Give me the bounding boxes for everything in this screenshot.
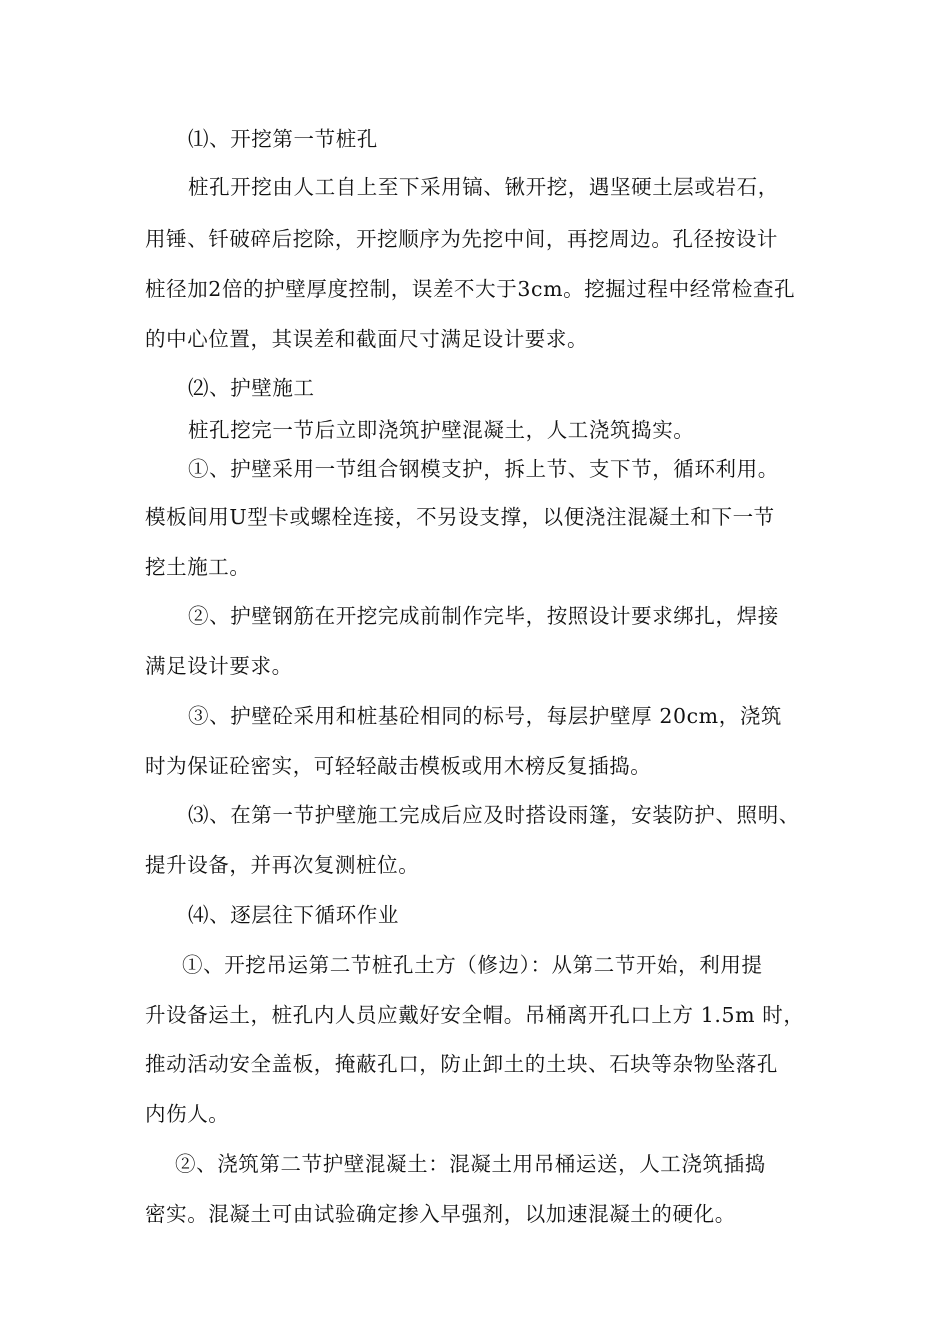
heading-excavate-first-section: ⑴、开挖第一节桩孔	[188, 127, 378, 151]
paragraph-line: 推动活动安全盖板，掩蔽孔口，防止卸土的土块、石块等杂物坠落孔	[145, 1052, 778, 1076]
heading-wall-construction: ⑵、护壁施工	[188, 376, 315, 400]
paragraph-line: 桩孔开挖由人工自上至下采用镐、锹开挖，遇坚硬土层或岩石，	[188, 175, 779, 199]
paragraph-line: 桩孔挖完一节后立即浇筑护壁混凝土，人工浇筑捣实。	[188, 418, 695, 442]
list-item-line: ①、开挖吊运第二节桩孔土方（修边）：从第二节开始，利用提	[182, 953, 763, 977]
heading-rain-shelter: ⑶、在第一节护壁施工完成后应及时搭设雨篷，安装防护、照明、	[188, 803, 800, 827]
list-item-line: ③、护壁砼采用和桩基砼相同的标号，每层护壁厚 20cm，浇筑	[188, 704, 783, 728]
paragraph-line: 模板间用U型卡或螺栓连接，不另设支撑，以便浇注混凝土和下一节	[145, 505, 775, 529]
paragraph-line: 的中心位置，其误差和截面尺寸满足设计要求。	[145, 327, 589, 351]
paragraph-line: 用锤、钎破碎后挖除，开挖顺序为先挖中间，再挖周边。孔径按设计	[145, 227, 778, 251]
list-item-line: ②、护壁钢筋在开挖完成前制作完毕，按照设计要求绑扎，焊接	[188, 604, 779, 628]
list-item-line: ①、护壁采用一节组合钢模支护，拆上节、支下节，循环利用。	[188, 457, 779, 481]
paragraph-line: 内伤人。	[145, 1102, 230, 1126]
paragraph-line: 时为保证砼密实，可轻轻敲击模板或用木榜反复插捣。	[145, 754, 652, 778]
heading-layer-cycle: ⑷、逐层往下循环作业	[188, 903, 399, 927]
list-item-line: ②、浇筑第二节护壁混凝土：混凝土用吊桶运送，人工浇筑插捣	[175, 1152, 766, 1176]
paragraph-line: 挖土施工。	[145, 555, 251, 579]
paragraph-line: 升设备运土，桩孔内人员应戴好安全帽。吊桶离开孔口上方 1.5m 时，	[145, 1003, 805, 1027]
paragraph-line: 提升设备，并再次复测桩位。	[145, 853, 420, 877]
paragraph-line: 满足设计要求。	[145, 654, 293, 678]
paragraph-line: 密实。混凝土可由试验确定掺入早强剂，以加速混凝土的硬化。	[145, 1202, 736, 1226]
paragraph-line: 桩径加2倍的护壁厚度控制，误差不大于3cm。挖掘过程中经常检查孔	[145, 277, 796, 301]
